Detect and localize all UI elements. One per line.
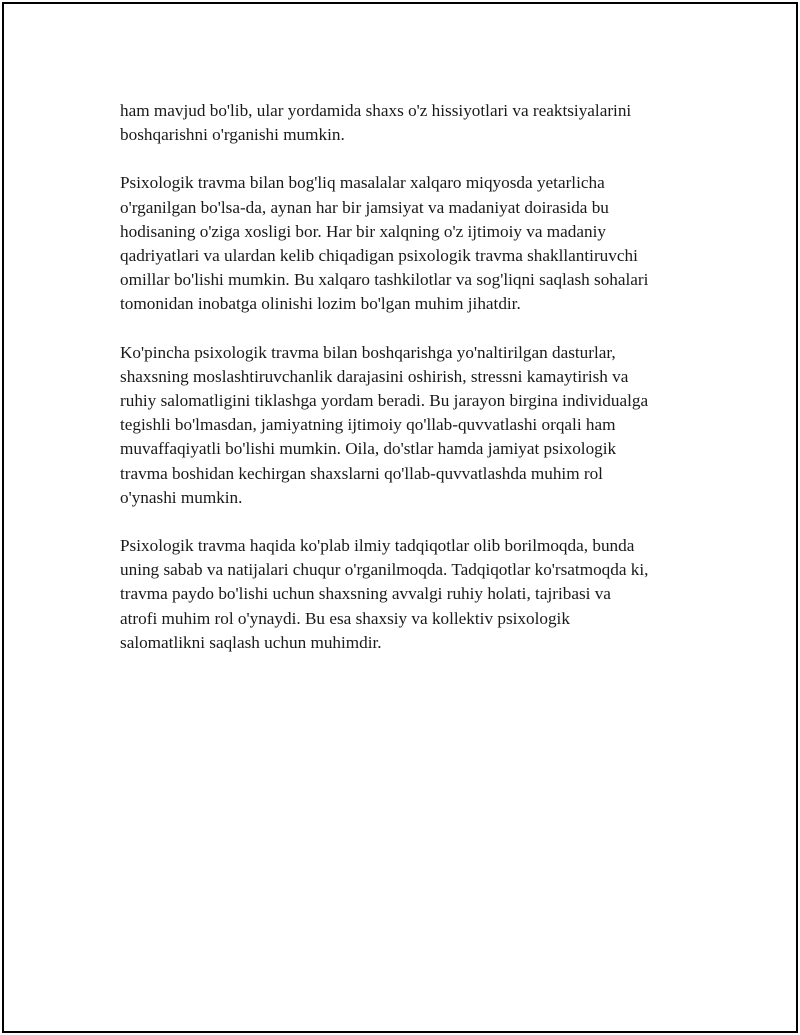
text-line: o'rganilgan bo'lsa-da, aynan har bir jamsiyat va madaniyat doirasida bu: [120, 197, 609, 217]
page-frame: [2, 2, 798, 1033]
text-line: tomonidan inobatga olinishi lozim bo'lgan muhim jihatdir.: [120, 294, 521, 314]
document-body: [120, 99, 700, 679]
text-line: omillar bo'lishi mumkin. Bu xalqaro tashkilotlar va sog'liqni saqlash sohalari: [120, 270, 649, 290]
paragraph-3: [120, 341, 700, 510]
text-line: uning sabab va natijalari chuqur o'rganilmoqda. Tadqiqotlar ko'rsatmoqda ki,: [120, 560, 649, 580]
text-line: ham mavjud bo'lib, ular yordamida shaxs o'z hissiyotlari va reaktsiyalarini: [120, 101, 632, 120]
text-line: Psixologik travma haqida ko'plab ilmiy tadqiqotlar olib borilmoqda, bunda: [120, 536, 635, 556]
text-line: salomatlikni saqlash uchun muhimdir.: [120, 632, 382, 652]
paragraph-1: [120, 99, 700, 147]
text-line: muvaffaqiyatli bo'lishi mumkin. Oila, do'stlar hamda jamiyat psixologik: [120, 439, 617, 459]
text-line: boshqarishni o'rganishi mumkin.: [120, 125, 345, 145]
paragraph-2: [120, 171, 700, 316]
text-line: qadriyatlari va ulardan kelib chiqadigan psixologik travma shakllantiruvchi: [120, 246, 638, 266]
text-line: Psixologik travma bilan bog'liq masalalar xalqaro miqyosda yetarlicha: [120, 173, 605, 193]
text-line: shaxsning moslashtiruvchanlik darajasini oshirish, stressni kamaytirish va: [120, 366, 629, 386]
text-line: o'ynashi mumkin.: [120, 487, 243, 507]
text-line: Ko'pincha psixologik travma bilan boshqarishga yo'naltirilgan dasturlar,: [120, 342, 616, 362]
paragraph-4: [120, 534, 700, 655]
text-line: tegishli bo'lmasdan, jamiyatning ijtimoiy qo'llab-quvvatlashi orqali ham: [120, 415, 616, 435]
text-line: travma paydo bo'lishi uchun shaxsning avvalgi ruhiy holati, tajribasi va: [120, 584, 611, 604]
text-line: travma boshidan kechirgan shaxslarni qo'llab-quvvatlashda muhim rol: [120, 463, 603, 483]
text-line: ruhiy salomatligini tiklashga yordam beradi. Bu jarayon birgina individualga: [120, 391, 649, 411]
text-line: hodisaning o'ziga xosligi bor. Har bir xalqning o'z ijtimoiy va madaniy: [120, 221, 606, 241]
text-line: atrofi muhim rol o'ynaydi. Bu esa shaxsiy va kollektiv psixologik: [120, 608, 570, 628]
